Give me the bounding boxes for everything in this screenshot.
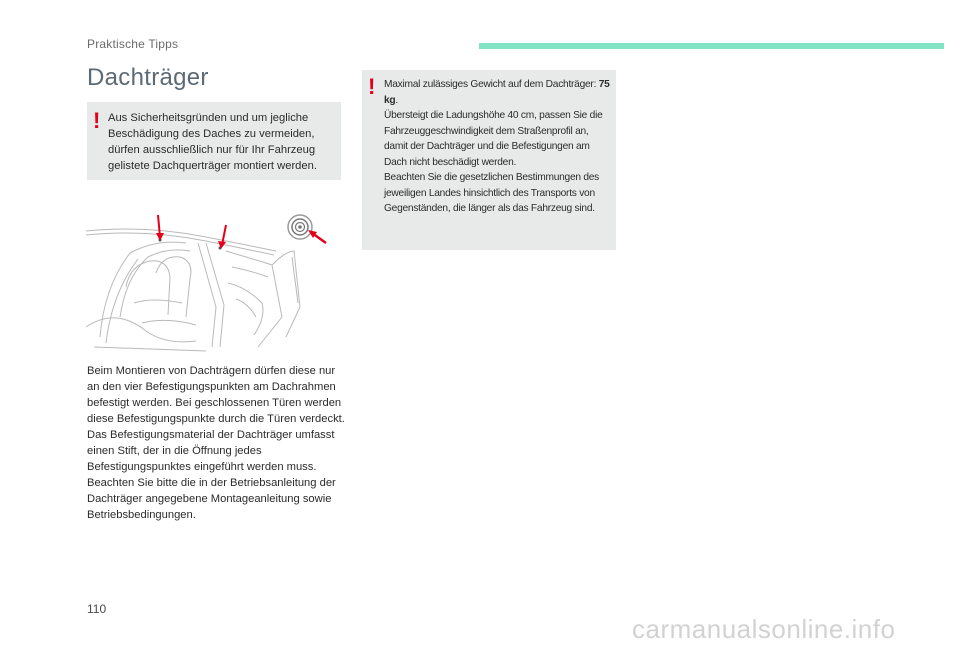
page-title: Dachträger [87,64,209,91]
warning-box-left [87,102,341,180]
watermark: carmanualsonline.info [632,614,896,644]
warning-box-right [362,70,616,250]
header-accent-bar [479,43,944,49]
page-number: 110 [87,602,107,616]
max-weight-suffix: . [395,94,398,106]
max-weight-paragraph [384,77,612,108]
warning-icon: ! [93,108,101,133]
warning-text-left: Aus Sicherheitsgründen und um jegliche Beschädigung des Daches zu vermeiden, dürfen ausschließlich nur für Ihr Fahrzeug gelistete Dachquerträger montiert werden. [108,112,317,172]
car-roof-illustration [86,207,342,355]
body-text: Beim Montieren von Dachträgern dürfen diese nur an den vier Befestigungspunkten am Dachrahmen befestigt werden. Bei geschlossenen Türen werden diese Befestigungspunkte durch die Türen verdeckt. Das Befestigungsmaterial der Dachträger umfasst einen Stift, der in die Öffnung jedes Befestigungspunktes eingeführt werden muss. Beachten Sie bitte die in der Betriebsanleitung der Dachträger angegebene Montageanleitung sowie Betriebsbedingungen. [87,365,345,521]
section-label: Praktische Tipps [87,37,179,51]
warning-icon: ! [368,74,376,99]
max-weight-prefix: Maximal zulässiges Gewicht auf dem Dachträger: [384,79,599,90]
max-weight-value: 75 kg [384,79,610,106]
warning-text-right [384,77,612,217]
regulations-paragraph: Beachten Sie die gesetzlichen Bestimmungen des jeweiligen Landes hinsichtlich des Transports von Gegenständen, die länger als das Fahrzeug sind. [384,172,600,214]
load-height-paragraph: Übersteigt die Ladungshöhe 40 cm, passen Sie die Fahrzeuggeschwindigkeit dem Straßenprofil an, damit der Dachträger und die Befestigungen am Dach nicht beschädigt werden. [384,110,603,168]
